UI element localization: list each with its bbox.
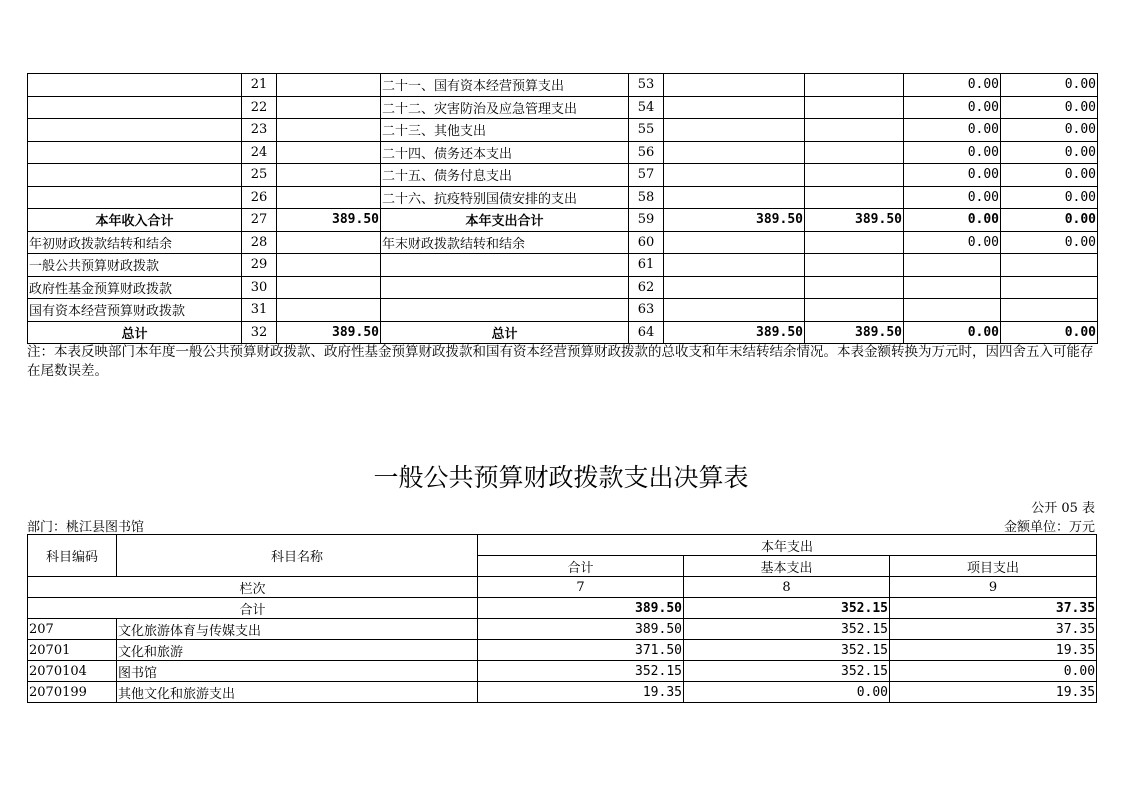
income-amount [277,164,381,187]
table-row [28,299,1098,322]
income-line-no: 25 [242,164,277,187]
income-item [28,96,242,119]
expense-line-no: 62 [629,276,664,299]
income-amount [277,96,381,119]
table-row [28,74,1098,97]
row-project: 19.35 [890,682,1097,703]
expense-project: 0.00 [904,321,1001,344]
income-line-no: 27 [242,209,277,232]
expense-basic [805,254,904,277]
expense-basic [805,74,904,97]
expense-other: 0.00 [1001,209,1098,232]
expense-line-no: 54 [629,96,664,119]
expense-item: 二十四、债务还本支出 [381,141,629,164]
expense-basic [805,276,904,299]
expense-line-no: 63 [629,299,664,322]
expense-basic: 389.50 [805,209,904,232]
expense-total [664,74,805,97]
expense-other: 0.00 [1001,231,1098,254]
form-code: 公开 05 表 [1031,501,1095,516]
row-total: 352.15 [478,661,684,682]
income-line-no: 32 [242,321,277,344]
table-note: 注：本表反映部门本年度一般公共预算财政拨款、政府性基金预算财政拨款和国有资本经营预算财政拨款的总收支和年末结转结余情况。本表金额转换为万元时，因四舍五入可能存在尾数误差。 [27,344,1094,379]
expense-other: 0.00 [1001,321,1098,344]
table-row [28,254,1098,277]
expense-basic [805,299,904,322]
subject-name: 其他文化和旅游支出 [117,682,478,703]
expense-item [381,299,629,322]
income-expenditure-table [27,73,1098,344]
unit-label: 金额单位：万元 [1003,520,1095,535]
expense-basic [805,141,904,164]
expense-total: 389.50 [664,209,805,232]
income-item: 本年收入合计 [28,209,242,232]
expense-line-no: 61 [629,254,664,277]
income-line-no: 21 [242,74,277,97]
expense-other: 0.00 [1001,186,1098,209]
income-amount [277,186,381,209]
income-line-no: 24 [242,141,277,164]
income-item [28,141,242,164]
expense-project: 0.00 [904,119,1001,142]
income-line-no: 22 [242,96,277,119]
total-row-basic: 352.15 [684,598,890,619]
expenditure-table [27,534,1097,703]
expense-project: 0.00 [904,209,1001,232]
row-basic: 352.15 [684,640,890,661]
header-current-year: 本年支出 [478,535,1097,556]
expense-total [664,141,805,164]
income-amount [277,299,381,322]
expense-project: 0.00 [904,231,1001,254]
expense-other [1001,254,1098,277]
subject-name: 文化和旅游 [117,640,478,661]
row-project: 37.35 [890,619,1097,640]
expense-item [381,276,629,299]
income-item: 国有资本经营预算财政拨款 [28,299,242,322]
expense-basic [805,186,904,209]
expense-line-no: 57 [629,164,664,187]
expense-project [904,299,1001,322]
table-row [28,186,1098,209]
expense-basic [805,96,904,119]
total-row-total: 389.50 [478,598,684,619]
income-item [28,74,242,97]
expense-item: 二十五、债务付息支出 [381,164,629,187]
expense-item: 二十一、国有资本经营预算支出 [381,74,629,97]
income-amount [277,74,381,97]
subject-code: 207 [28,619,117,640]
table-row [28,661,1097,682]
column-number-project: 9 [890,577,1097,598]
row-basic: 352.15 [684,661,890,682]
column-number-label: 栏次 [28,577,478,598]
column-number-total: 7 [478,577,684,598]
subject-code: 2070199 [28,682,117,703]
income-line-no: 30 [242,276,277,299]
expense-item: 二十六、抗疫特别国债安排的支出 [381,186,629,209]
expense-basic: 389.50 [805,321,904,344]
row-basic: 0.00 [684,682,890,703]
expense-line-no: 58 [629,186,664,209]
row-total: 19.35 [478,682,684,703]
income-item: 总计 [28,321,242,344]
total-row-label: 合计 [28,598,478,619]
table-row [28,321,1098,344]
income-item: 一般公共预算财政拨款 [28,254,242,277]
income-amount [277,254,381,277]
expense-item: 总计 [381,321,629,344]
table-row [28,619,1097,640]
expense-item: 本年支出合计 [381,209,629,232]
row-total: 371.50 [478,640,684,661]
expense-other [1001,299,1098,322]
expense-project: 0.00 [904,141,1001,164]
header-project: 项目支出 [890,556,1097,577]
table-row [28,164,1098,187]
expense-project: 0.00 [904,96,1001,119]
table-row [28,682,1097,703]
income-item [28,164,242,187]
expense-total [664,231,805,254]
income-item: 年初财政拨款结转和结余 [28,231,242,254]
income-line-no: 29 [242,254,277,277]
table-row [28,119,1098,142]
header-code: 科目编码 [28,535,117,577]
expense-item: 二十三、其他支出 [381,119,629,142]
row-total: 389.50 [478,619,684,640]
expense-total [664,276,805,299]
income-amount [277,276,381,299]
table-row [28,640,1097,661]
expense-other: 0.00 [1001,141,1098,164]
table-row [28,276,1098,299]
expense-line-no: 60 [629,231,664,254]
expense-basic [805,164,904,187]
header-name: 科目名称 [117,535,478,577]
income-amount: 389.50 [277,321,381,344]
income-item: 政府性基金预算财政拨款 [28,276,242,299]
expense-project: 0.00 [904,186,1001,209]
income-amount [277,119,381,142]
expense-line-no: 55 [629,119,664,142]
table-row [28,209,1098,232]
table-row [28,231,1098,254]
expense-project [904,254,1001,277]
income-amount: 389.50 [277,209,381,232]
expense-project: 0.00 [904,164,1001,187]
header-total: 合计 [478,556,684,577]
department-label: 部门：桃江县图书馆 [27,520,145,535]
income-item [28,119,242,142]
expense-other: 0.00 [1001,119,1098,142]
expense-total: 389.50 [664,321,805,344]
page-title: 一般公共预算财政拨款支出决算表 [373,463,749,492]
expense-project: 0.00 [904,74,1001,97]
income-amount [277,231,381,254]
income-item [28,186,242,209]
table-row [28,141,1098,164]
column-number-basic: 8 [684,577,890,598]
expense-other [1001,276,1098,299]
expense-line-no: 64 [629,321,664,344]
expense-total [664,186,805,209]
expense-other: 0.00 [1001,164,1098,187]
subject-code: 2070104 [28,661,117,682]
expense-other: 0.00 [1001,74,1098,97]
expense-total [664,96,805,119]
subject-name: 图书馆 [117,661,478,682]
row-project: 0.00 [890,661,1097,682]
income-line-no: 23 [242,119,277,142]
expense-other: 0.00 [1001,96,1098,119]
expense-total [664,119,805,142]
subject-code: 20701 [28,640,117,661]
expense-line-no: 53 [629,74,664,97]
income-line-no: 28 [242,231,277,254]
expense-item [381,254,629,277]
income-line-no: 31 [242,299,277,322]
subject-name: 文化旅游体育与传媒支出 [117,619,478,640]
row-basic: 352.15 [684,619,890,640]
total-row-project: 37.35 [890,598,1097,619]
expense-basic [805,119,904,142]
expense-item: 年末财政拨款结转和结余 [381,231,629,254]
table-row [28,96,1098,119]
income-amount [277,141,381,164]
expense-line-no: 56 [629,141,664,164]
expense-line-no: 59 [629,209,664,232]
header-basic: 基本支出 [684,556,890,577]
expense-project [904,276,1001,299]
expense-total [664,254,805,277]
row-project: 19.35 [890,640,1097,661]
expense-total [664,299,805,322]
expense-item: 二十二、灾害防治及应急管理支出 [381,96,629,119]
income-line-no: 26 [242,186,277,209]
expense-total [664,164,805,187]
expense-basic [805,231,904,254]
